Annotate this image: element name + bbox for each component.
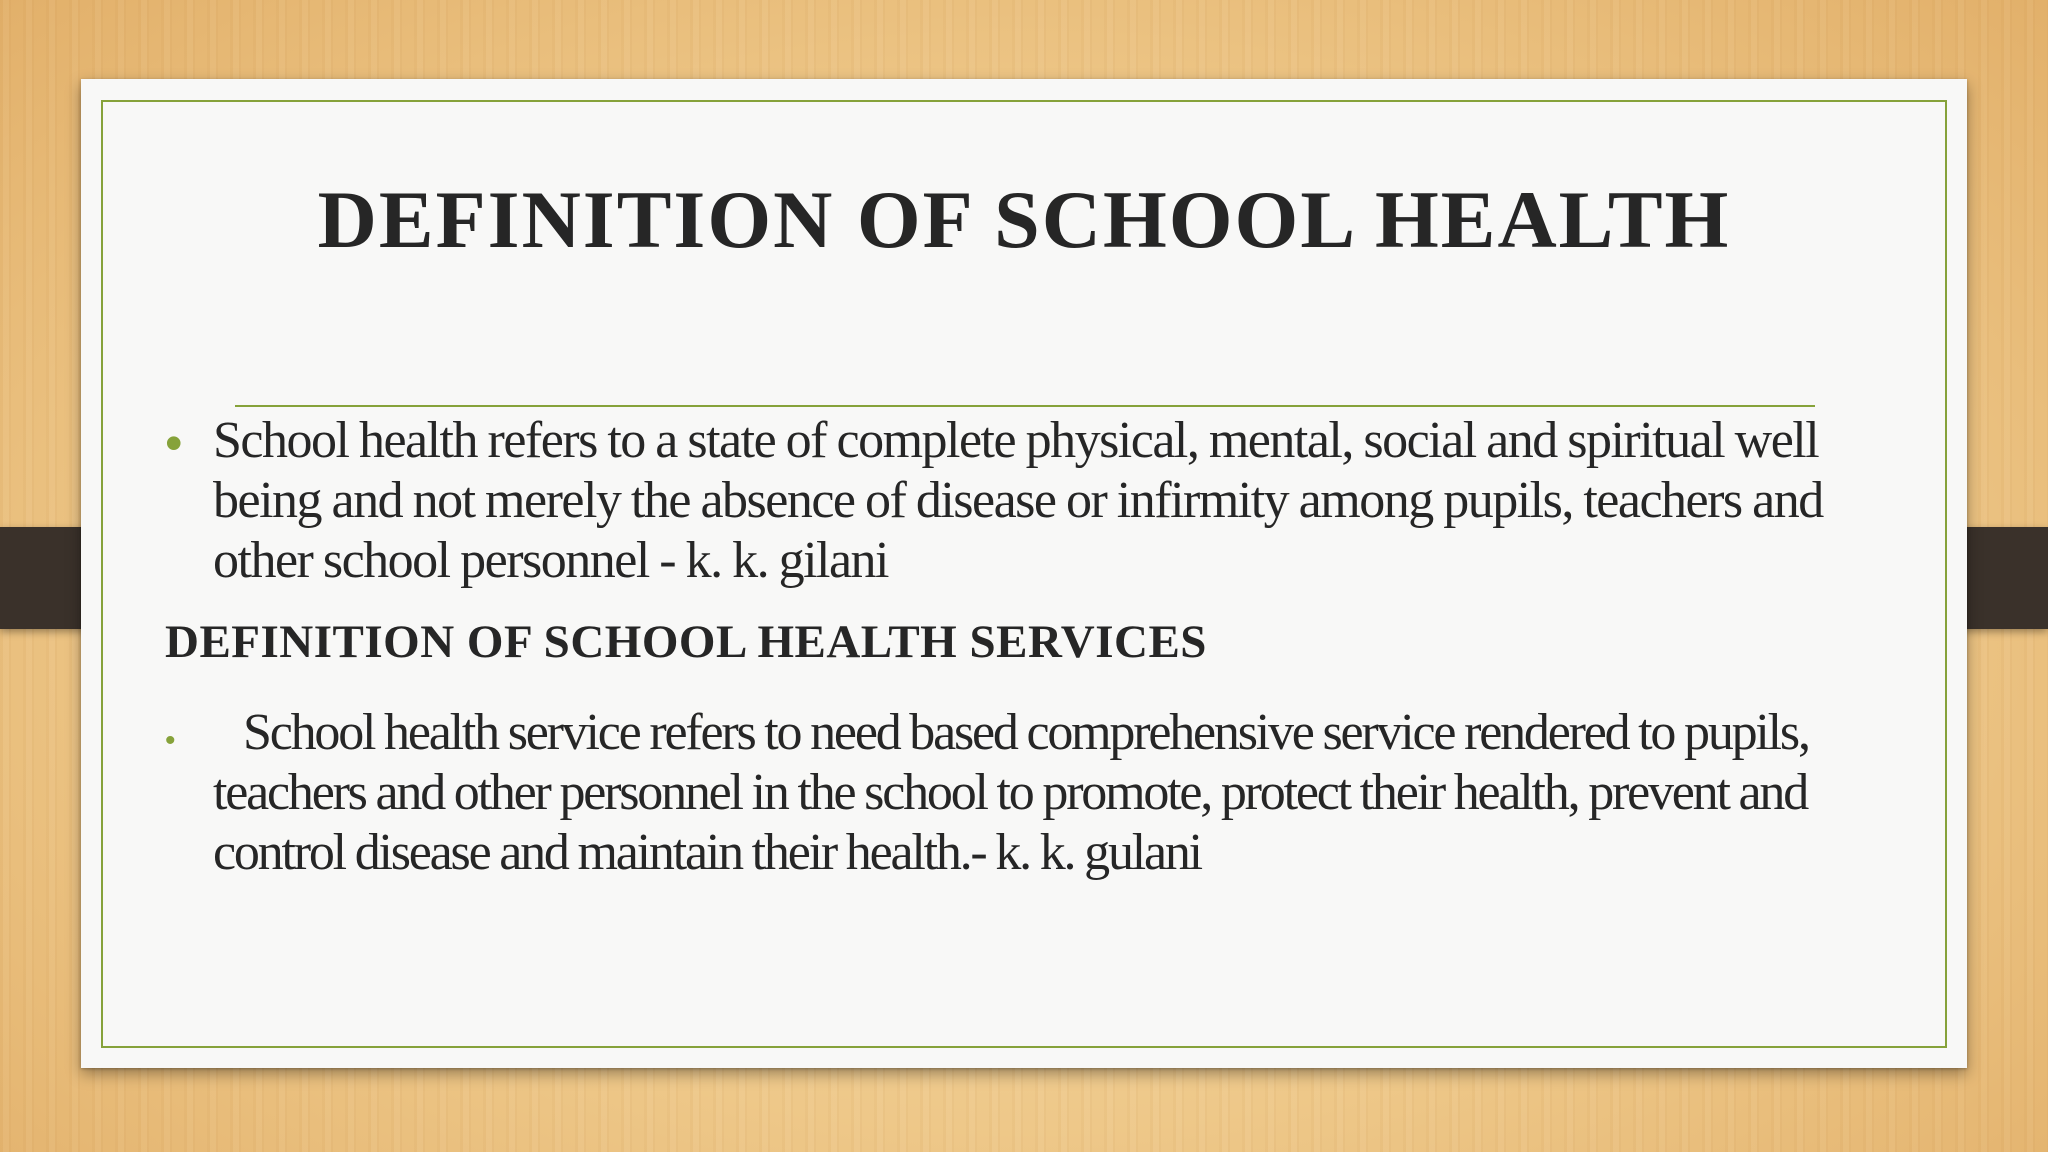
bullet-text: School health refers to a state of complete physical, mental, social and spiritual well being and not merely the absence of disease or infirmity among pupils, teachers and other school personnel - k. k. gilani	[213, 412, 1823, 589]
section-heading: DEFINITION OF SCHOOL HEALTH SERVICES	[165, 616, 1207, 668]
bullet-text: School health service refers to need based comprehensive service rendered to pupils, teachers and other personnel in the school to promote, protect their health, prevent and control disease and maintain their health.- k. k. gulani	[213, 704, 1809, 881]
title-divider	[235, 405, 1815, 407]
slide	[81, 79, 1967, 1068]
bullet-icon: •	[165, 415, 183, 471]
slide-title: DEFINITION OF SCHOOL HEALTH	[317, 174, 1731, 265]
bullet-icon: •	[165, 724, 176, 757]
